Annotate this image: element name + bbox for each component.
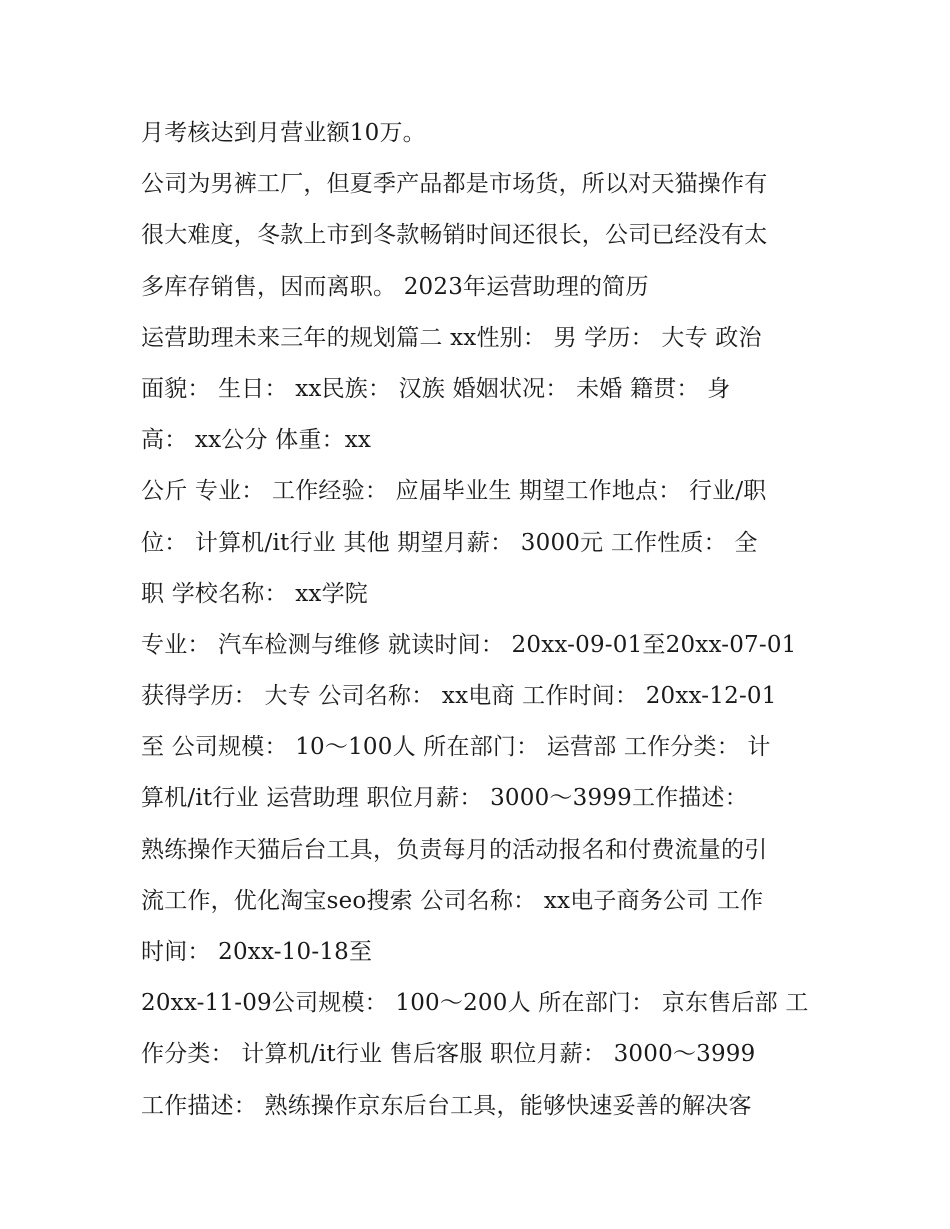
text-line: 多库存销售，因而离职。 2023年运营助理的简历: [141, 273, 649, 300]
text-line: 公司为男裤工厂，但夏季产品都是市场货，所以对天猫操作有: [141, 171, 768, 198]
document-body: [141, 108, 821, 1132]
text-line: 面貌： 生日： xx民族： 汉族 婚姻状况： 未婚 籍贯： 身: [141, 375, 731, 402]
text-line: 20xx-11-09公司规模： 100～200人 所在部门： 京东售后部 工: [141, 990, 809, 1017]
text-line: 很大难度，冬款上市到冬款畅销时间还很长，公司已经没有太: [141, 222, 768, 249]
text-line: 算机/it行业 运营助理 职位月薪： 3000～3999工作描述：: [141, 785, 748, 812]
text-line: 职 学校名称： xx学院: [141, 580, 368, 607]
text-line: 专业： 汽车检测与维修 就读时间： 20xx-09-01至20xx-07-01: [141, 631, 797, 658]
text-line: 运营助理未来三年的规划篇二 xx性别： 男 学历： 大专 政治: [141, 324, 762, 351]
text-line: 月考核达到月营业额10万。: [141, 120, 426, 146]
text-line: 至 公司规模： 10～100人 所在部门： 运营部 工作分类： 计: [141, 734, 771, 761]
text-line: 时间： 20xx-10-18至: [141, 939, 373, 965]
text-line: 熟练操作天猫后台工具，负责每月的活动报名和付费流量的引: [141, 836, 768, 863]
text-line: 位： 计算机/it行业 其他 期望月薪： 3000元 工作性质： 全: [141, 529, 758, 556]
text-line: 公斤 专业： 工作经验： 应届毕业生 期望工作地点： 行业/职: [141, 478, 767, 505]
text-line: 高： xx公分 体重：xx: [141, 427, 372, 454]
text-line: 作分类： 计算机/it行业 售后客服 职位月薪： 3000～3999: [141, 1041, 756, 1068]
text-line: 流工作，优化淘宝seo搜索 公司名称： xx电子商务公司 工作: [141, 887, 764, 914]
text-line: 工作描述： 熟练操作京东后台工具，能够快速妥善的解决客: [141, 1092, 752, 1119]
text-line: 获得学历： 大专 公司名称： xx电商 工作时间： 20xx-12-01: [141, 683, 777, 710]
